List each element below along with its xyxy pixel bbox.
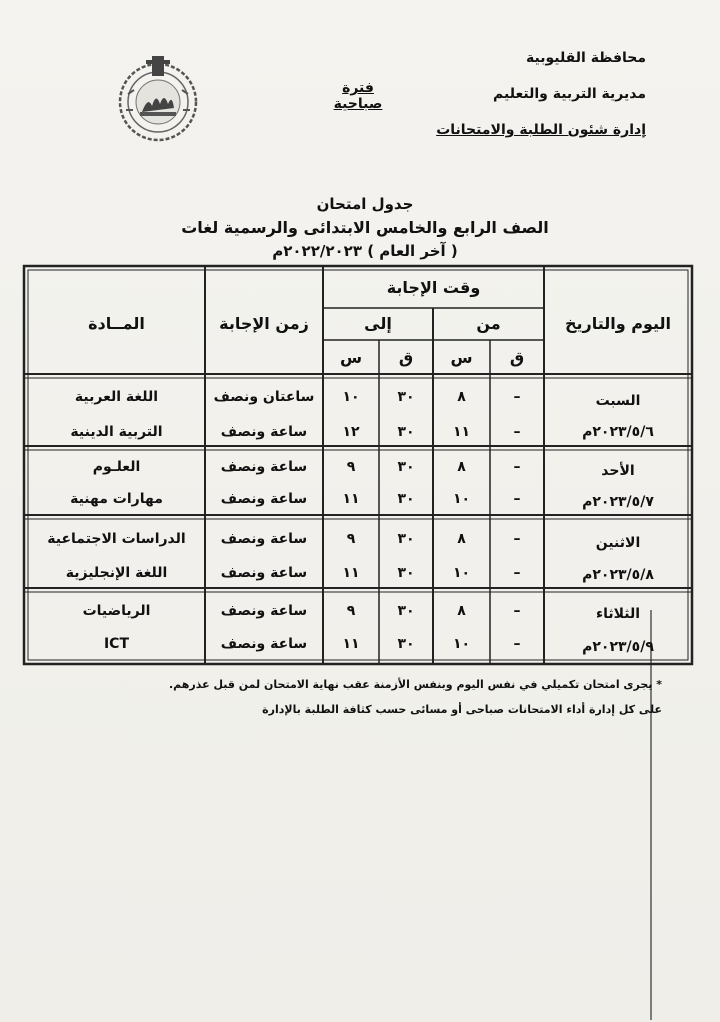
day-name: السبت bbox=[595, 393, 641, 409]
to-minute: ٣٠ bbox=[397, 491, 415, 507]
administration-note: على كل إدارة أداء الامتحانات صباحى أو مسائى حسب كثافة الطلبة بالإدارة bbox=[262, 703, 662, 716]
header-to: إلى bbox=[364, 314, 392, 333]
duration: ساعة ونصف bbox=[220, 603, 308, 619]
header-subject: المــادة bbox=[88, 314, 145, 333]
from-minute: – bbox=[513, 531, 521, 547]
subject: العلـوم bbox=[92, 459, 141, 475]
subject: ICT bbox=[103, 636, 130, 652]
day-date: ٢٠٢٣/٥/٩م bbox=[582, 639, 654, 655]
day-date: ٢٠٢٣/٥/٦م bbox=[582, 424, 654, 440]
to-hour: ١١ bbox=[342, 565, 360, 581]
day-date: ٢٠٢٣/٥/٨م bbox=[582, 567, 654, 583]
header-from: من bbox=[476, 314, 501, 333]
to-hour: ٩ bbox=[346, 459, 356, 475]
day-name: الثلاثاء bbox=[595, 606, 641, 622]
to-minute: ٣٠ bbox=[397, 389, 415, 405]
from-minute: – bbox=[513, 491, 521, 507]
subject: اللغة العربية bbox=[74, 389, 159, 405]
to-minute: ٣٠ bbox=[397, 603, 415, 619]
from-hour: ١١ bbox=[452, 424, 471, 440]
scan-artifact-line bbox=[650, 610, 652, 1020]
to-minute: ٣٠ bbox=[397, 531, 415, 547]
from-minute: – bbox=[513, 603, 521, 619]
exam-period: فترة صباحية bbox=[333, 80, 383, 112]
header-duration: زمن الإجابة bbox=[219, 314, 309, 333]
from-hour: ٨ bbox=[457, 531, 466, 547]
from-minute: – bbox=[513, 565, 521, 581]
from-minute: – bbox=[513, 424, 521, 440]
to-minute: ٣٠ bbox=[397, 565, 415, 581]
title-line-1: جدول امتحان bbox=[316, 195, 414, 213]
day-date: ٢٠٢٣/٥/٧م bbox=[582, 494, 654, 510]
header-authority-block bbox=[426, 40, 646, 148]
to-hour: ١١ bbox=[342, 491, 360, 507]
to-minute: ٣٠ bbox=[397, 636, 415, 652]
duration: ساعة ونصف bbox=[220, 459, 308, 475]
to-minute: ٣٠ bbox=[397, 424, 415, 440]
from-minute: – bbox=[513, 389, 521, 405]
header-from-minute: ق bbox=[509, 348, 525, 367]
title-line-2: الصف الرابع والخامس الابتدائى والرسمية لغات bbox=[181, 218, 549, 237]
duration: ساعة ونصف bbox=[220, 531, 308, 547]
duration: ساعة ونصف bbox=[220, 636, 308, 652]
subject: مهارات مهنية bbox=[70, 491, 163, 507]
from-hour: ٨ bbox=[457, 459, 466, 475]
directorate-name: مديرية التربية والتعليم bbox=[493, 86, 646, 102]
department-name: إدارة شئون الطلبة والامتحانات bbox=[436, 122, 646, 138]
subject: الرياضيات bbox=[82, 603, 151, 619]
makeup-exam-note: * يجرى امتحان تكميلي في نفس اليوم وبنفس الأزمنة عقب نهاية الامتحان لمن قبل عذرهم. bbox=[168, 678, 662, 691]
to-hour: ١٠ bbox=[342, 389, 360, 405]
to-hour: ٩ bbox=[346, 531, 356, 547]
governorate-name: محافظة القليوبية bbox=[526, 50, 646, 66]
subject: اللغة الإنجليزية bbox=[65, 565, 168, 581]
to-hour: ١١ bbox=[342, 636, 360, 652]
header-day-date: اليوم والتاريخ bbox=[564, 314, 672, 333]
exam-titles bbox=[180, 192, 550, 262]
from-hour: ١٠ bbox=[452, 565, 471, 581]
from-hour: ٨ bbox=[457, 389, 466, 405]
header-to-minute: ق bbox=[398, 348, 414, 367]
duration: ساعة ونصف bbox=[220, 424, 308, 440]
to-hour: ١٢ bbox=[342, 424, 360, 440]
header-answer-time: وقت الإجابة bbox=[386, 278, 481, 297]
from-hour: ١٠ bbox=[452, 491, 471, 507]
title-line-3: ( آخر العام ) ٢٠٢٢/٢٠٢٣م bbox=[272, 242, 458, 260]
from-minute: – bbox=[513, 636, 521, 652]
to-minute: ٣٠ bbox=[397, 459, 415, 475]
from-minute: – bbox=[513, 459, 521, 475]
subject: التربية الدينية bbox=[70, 424, 163, 440]
subject: الدراسات الاجتماعية bbox=[47, 531, 186, 547]
from-hour: ١٠ bbox=[452, 636, 471, 652]
ministry-seal-logo bbox=[108, 50, 208, 150]
day-name: الاثنين bbox=[595, 535, 641, 551]
duration: ساعة ونصف bbox=[220, 491, 308, 507]
from-hour: ٨ bbox=[457, 603, 466, 619]
to-hour: ٩ bbox=[346, 603, 356, 619]
day-name: الأحد bbox=[601, 463, 635, 479]
duration: ساعة ونصف bbox=[220, 565, 308, 581]
duration: ساعتان ونصف bbox=[213, 389, 315, 405]
header-to-hour: س bbox=[339, 348, 363, 367]
header-from-hour: س bbox=[450, 348, 473, 367]
